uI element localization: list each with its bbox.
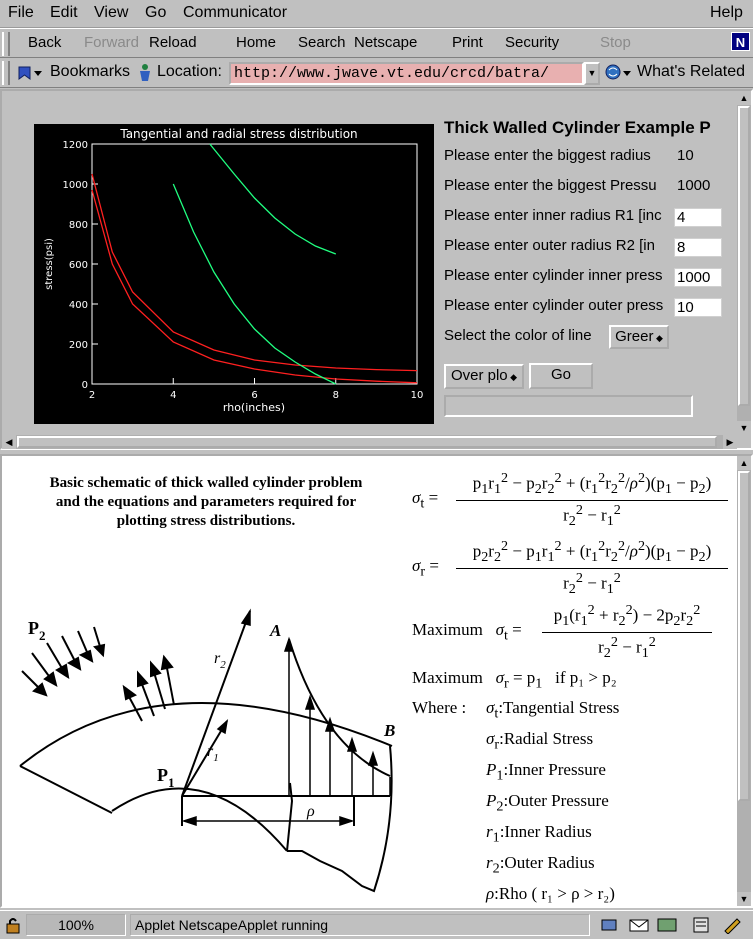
color-label: Select the color of line [444,327,592,344]
maximum-label: Maximum [412,620,483,639]
y-tick-label: 1000 [62,180,88,191]
scroll-left-arrow[interactable]: ◀ [2,435,16,449]
print-button[interactable]: Print [452,34,483,51]
parameter-subscript: 1 [496,767,504,784]
y-tick-label: 0 [81,380,88,391]
max-condition: if p₁ > p₂ [555,668,617,687]
scroll-up-arrow[interactable]: ▲ [737,456,751,470]
parameter-item [486,729,593,753]
parameter-subscript: r [494,736,500,753]
y-tick-label: 200 [68,340,88,351]
y-tick-label: 1200 [62,140,88,151]
chart-title: Tangential and radial stress distribution [120,127,358,141]
parameter-description: :Inner Pressure [503,760,606,779]
menu-edit[interactable]: Edit [50,4,78,21]
bookmarks-icon [16,63,46,86]
parameter-item [486,884,615,906]
label-r1: $r_1$ [207,743,219,764]
eq-sigma-r-denominator: $r_2^2 - r_1^2$ [563,570,621,598]
eq-max-sigma-t: Maximum $\sigma_t$ = [412,620,522,644]
parameter-symbol: r [486,822,493,841]
parameter-subscript: t [494,705,499,722]
field-label: Please enter cylinder outer press [444,297,664,314]
caption-line: plotting stress distributions. [116,513,296,529]
scroll-thumb[interactable] [738,471,750,801]
newsgroup-icon[interactable] [656,916,680,939]
applet-text-field[interactable] [444,395,693,417]
security-button[interactable]: Security [505,34,560,51]
field-value: 10 [677,147,694,164]
eq-max-numerator: $p_1(r_1^2 + r_2^2) - 2p_2r_2^2$ [542,602,712,633]
toolbar-grip[interactable] [2,32,10,56]
whats-related-icon [605,63,633,86]
menu-file[interactable]: File [8,4,34,21]
x-tick-label: 6 [251,390,258,401]
y-axis-label: stress(psi) [44,238,55,290]
parameter-description: :Outer Radius [499,853,595,872]
field-value: 1000 [677,177,711,194]
url-dropdown-button[interactable]: ▼ [584,62,600,85]
parameter-subscript: 2 [496,798,504,815]
eq-sigma-t-denominator: $r_2^2 - r_1^2$ [563,502,621,530]
label-r2: $r_2$ [214,650,226,671]
location-url-input[interactable]: http://www.jwave.vt.edu/crcd/batra/ [229,62,584,85]
eq-sigma-t-numerator: $p_1r_1^2 - p_2r_2^2 + (r_1^2r_2^2/\rho^2)(p_1 - p_2)$ [456,470,728,501]
field-label: Please enter inner radius R1 [inc [444,207,662,224]
parameter-description: :Inner Radius [499,822,592,841]
caption-line: and the equations and parameters required for [55,494,357,510]
x-tick-label: 8 [332,390,339,401]
document-vertical-scrollbar[interactable] [737,456,751,906]
parameter-description: :Rho ( r₁ > ρ > r₂) [494,884,615,903]
x-tick-label: 2 [88,390,96,401]
parameter-subscript: 1 [492,829,500,846]
netscape-button[interactable]: Netscape [354,34,418,51]
status-message: Applet NetscapeApplet running [130,914,590,936]
status-bar [0,910,753,939]
color-select[interactable]: Greer ◆ [609,325,669,349]
network-icon[interactable] [600,916,620,939]
scroll-up-arrow[interactable]: ▲ [737,91,751,105]
plot-mode-value: Over plo [450,367,508,384]
toolbar-grip[interactable] [2,61,10,85]
field-input[interactable]: 1000 [674,268,722,287]
field-label: Please enter outer radius R2 [in [444,237,655,254]
top-frame-vertical-scrollbar[interactable] [737,91,751,435]
field-input[interactable]: 4 [674,208,722,227]
eq-max-sigma-r: Maximum $\sigma_r = p_1$ if p₁ > p₂ [412,668,617,692]
y-tick-label: 400 [68,300,88,311]
eq-sigma-t: $\sigma_t$ = [412,488,439,512]
menu-view[interactable]: View [94,4,129,21]
eq-max-denominator: $r_2^2 - r_1^2$ [598,634,656,662]
parameter-symbol: ρ [486,884,495,903]
scroll-down-arrow[interactable]: ▼ [737,892,751,906]
navigation-toolbar [0,28,753,58]
netscape-logo: N [731,32,750,51]
menubar [0,0,753,28]
forward-button[interactable]: Forward [84,34,140,51]
scroll-thumb[interactable] [738,106,750,406]
top-frame-horizontal-scrollbar[interactable] [2,435,737,449]
label-b: B [384,721,396,740]
where-label: Where : [412,698,467,717]
whats-related-button[interactable]: What's Related [637,63,745,80]
pen-icon[interactable] [722,916,744,939]
field-input[interactable]: 8 [674,238,722,257]
figure-caption [10,474,402,531]
scroll-right-arrow[interactable]: ▶ [723,435,737,449]
label-a: A [270,621,282,640]
parameter-description: :Radial Stress [499,729,594,748]
x-axis-label: rho(inches) [222,401,286,414]
composer-icon[interactable] [692,916,712,939]
eq-sigma-r: $\sigma_r$ = [412,556,439,580]
y-tick-label: 600 [68,260,88,271]
parameter-item [486,698,619,722]
parameter-subscript: 2 [492,860,500,877]
x-tick-label: 10 [410,390,424,401]
home-button[interactable]: Home [236,34,277,51]
maximum-label: Maximum [412,668,483,687]
bookmarks-button[interactable]: Bookmarks [50,63,131,80]
field-label: Please enter the biggest radius [444,147,651,164]
field-input[interactable]: 10 [674,298,722,317]
parameter-description: :Tangential Stress [498,698,620,717]
parameter-symbol: P [486,791,497,810]
parameter-item [486,791,609,815]
security-lock-icon[interactable] [4,916,22,939]
parameter-item [486,822,592,846]
menu-go[interactable]: Go [145,4,167,21]
label-rho: ρ [307,803,315,820]
field-label: Please enter the biggest Pressu [444,177,657,194]
parameter-symbol: r [486,853,493,872]
stress-chart [34,124,434,424]
location-label: Location: [157,63,222,80]
document-image [2,456,737,906]
back-button[interactable]: Back [28,34,62,51]
parameter-symbol: P [486,760,497,779]
zoom-level: 100% [26,914,126,936]
caption-line: Basic schematic of thick walled cylinder problem [49,475,363,491]
go-button[interactable]: Go [529,363,593,389]
parameter-description: :Outer Pressure [503,791,609,810]
scroll-thumb[interactable] [17,436,717,448]
reload-button[interactable]: Reload [149,34,197,51]
equations-panel [412,468,734,906]
mail-icon[interactable] [628,916,652,939]
parameter-symbol: σ [486,729,495,748]
cylinder-schematic [2,551,412,901]
parameter-symbol: σ [486,698,495,717]
field-label: Please enter cylinder inner press [444,267,663,284]
eq-sigma-r-numerator: $p_2r_2^2 - p_1r_1^2 + (r_1^2r_2^2/\rho^2)(p_1 - p_2)$ [456,538,728,569]
color-select-value: Greer [615,328,654,345]
x-tick-label: 4 [170,390,177,401]
label-p1: $P_1$ [157,765,175,790]
parameter-item [486,853,595,877]
location-toolbar [0,58,753,88]
stop-button[interactable]: Stop [600,34,631,51]
applet-heading: Thick Walled Cylinder Example P [444,118,711,137]
search-button[interactable]: Search [298,34,346,51]
plot-mode-select[interactable]: Over plo ◆ [444,364,524,389]
parameter-item [486,760,606,784]
label-p2: $P_2$ [28,618,46,643]
location-icon [137,62,153,87]
menu-communicator[interactable]: Communicator [183,4,288,21]
y-tick-label: 800 [68,220,88,231]
scroll-down-arrow[interactable]: ▼ [737,421,751,435]
menu-help[interactable]: Help [710,4,743,21]
